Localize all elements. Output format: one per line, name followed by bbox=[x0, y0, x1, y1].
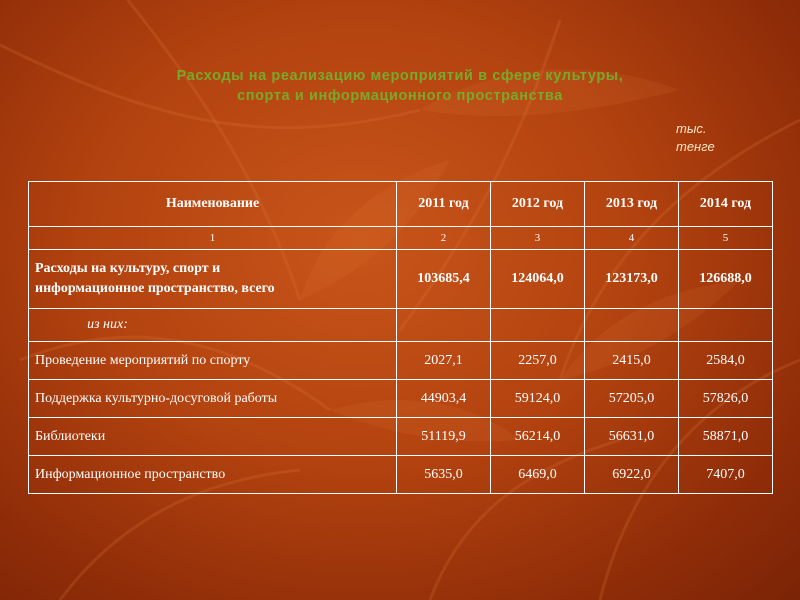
row-value-2013: 2415,0 bbox=[585, 342, 679, 380]
row-value-2014: 2584,0 bbox=[679, 342, 773, 380]
index-cell: 1 bbox=[29, 227, 397, 250]
row-value-2012: 6469,0 bbox=[491, 456, 585, 494]
subheading-cell: из них: bbox=[29, 309, 397, 342]
table-row bbox=[29, 342, 773, 380]
expenses-table bbox=[28, 181, 773, 494]
row-name-cell: Проведение мероприятий по спорту bbox=[29, 342, 397, 380]
table-row bbox=[29, 456, 773, 494]
total-value-2013: 123173,0 bbox=[585, 250, 679, 309]
header-cell-2012: 2012 год bbox=[491, 182, 585, 227]
index-cell: 2 bbox=[397, 227, 491, 250]
total-value-2011: 103685,4 bbox=[397, 250, 491, 309]
row-value-2011: 2027,1 bbox=[397, 342, 491, 380]
title-line-1: Расходы на реализацию мероприятий в сфере культуры, bbox=[176, 68, 624, 84]
row-value-2013: 56631,0 bbox=[585, 418, 679, 456]
header-cell-2014: 2014 год bbox=[679, 182, 773, 227]
units-line-1: тыс. bbox=[676, 121, 707, 136]
title-line-2: спорта и информационного пространства bbox=[237, 88, 563, 104]
empty-cell bbox=[585, 309, 679, 342]
row-value-2011: 5635,0 bbox=[397, 456, 491, 494]
row-value-2011: 44903,4 bbox=[397, 380, 491, 418]
total-name-cell bbox=[29, 250, 397, 309]
row-value-2013: 6922,0 bbox=[585, 456, 679, 494]
row-name-cell: Информационное пространство bbox=[29, 456, 397, 494]
total-value-2014: 126688,0 bbox=[679, 250, 773, 309]
table-index-row bbox=[29, 227, 773, 250]
units-label bbox=[676, 120, 756, 156]
row-name-cell: Библиотеки bbox=[29, 418, 397, 456]
row-value-2014: 57826,0 bbox=[679, 380, 773, 418]
total-value-2012: 124064,0 bbox=[491, 250, 585, 309]
row-value-2012: 59124,0 bbox=[491, 380, 585, 418]
row-value-2014: 58871,0 bbox=[679, 418, 773, 456]
table-total-row bbox=[29, 250, 773, 309]
empty-cell bbox=[679, 309, 773, 342]
total-name-line-1: Расходы на культуру, спорт и bbox=[35, 261, 221, 276]
header-cell-2013: 2013 год bbox=[585, 182, 679, 227]
row-value-2013: 57205,0 bbox=[585, 380, 679, 418]
page-title bbox=[100, 66, 700, 106]
index-cell: 3 bbox=[491, 227, 585, 250]
empty-cell bbox=[397, 309, 491, 342]
units-line-2: тенге bbox=[676, 139, 715, 154]
table-row bbox=[29, 418, 773, 456]
row-value-2014: 7407,0 bbox=[679, 456, 773, 494]
total-name-line-2: информационное пространство, всего bbox=[35, 281, 275, 296]
table-header-row bbox=[29, 182, 773, 227]
row-name-cell: Поддержка культурно-досуговой работы bbox=[29, 380, 397, 418]
header-cell-2011: 2011 год bbox=[397, 182, 491, 227]
table-row bbox=[29, 380, 773, 418]
header-cell-name: Наименование bbox=[29, 182, 397, 227]
index-cell: 4 bbox=[585, 227, 679, 250]
index-cell: 5 bbox=[679, 227, 773, 250]
table-subheading-row bbox=[29, 309, 773, 342]
row-value-2012: 56214,0 bbox=[491, 418, 585, 456]
row-value-2012: 2257,0 bbox=[491, 342, 585, 380]
row-value-2011: 51119,9 bbox=[397, 418, 491, 456]
empty-cell bbox=[491, 309, 585, 342]
